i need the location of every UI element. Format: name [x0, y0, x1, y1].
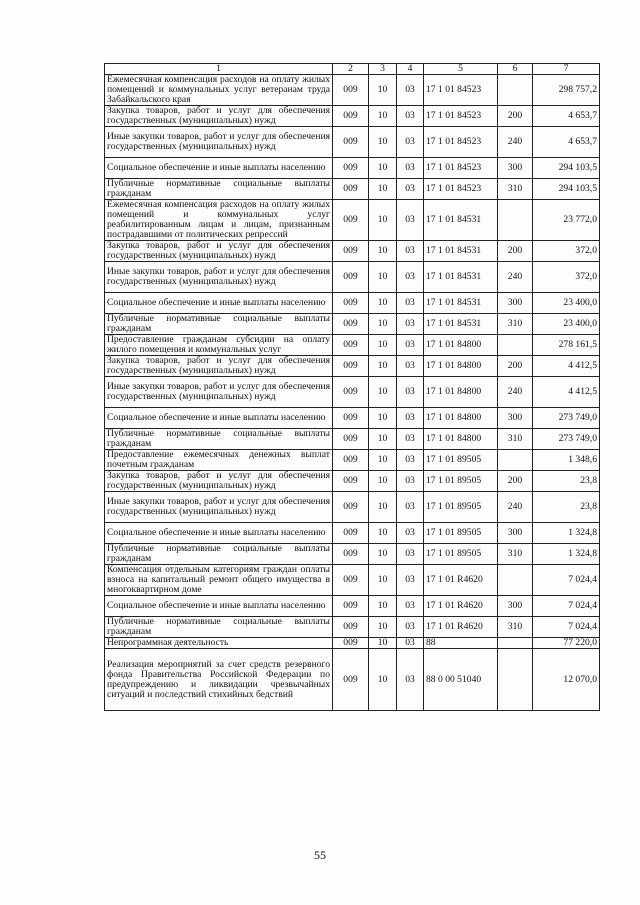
row-ministry-cell: 009: [333, 262, 369, 293]
table-row: [105, 356, 600, 377]
table-row: [105, 241, 600, 262]
row-section-cell: 10: [369, 356, 397, 377]
row-ministry-cell: 009: [333, 335, 369, 356]
row-amount-cell: 294 103,5: [533, 158, 600, 179]
row-name-cell: Закупка товаров, работ и услуг для обеспечения государственных (муниципальных) нужд: [105, 106, 333, 127]
row-expense-type-cell: 310: [498, 179, 533, 200]
table-body: [105, 75, 600, 711]
column-header-6: 6: [498, 64, 533, 75]
row-expense-type-cell: 240: [498, 262, 533, 293]
row-target-code-cell: 17 1 01 84523: [424, 158, 498, 179]
row-subsection-cell: 03: [397, 450, 424, 471]
table-row: [105, 179, 600, 200]
table-row: [105, 106, 600, 127]
row-amount-cell: 23 400,0: [533, 293, 600, 314]
row-name-cell: Публичные нормативные социальные выплаты гражданам: [105, 179, 333, 200]
table-row: [105, 471, 600, 492]
row-subsection-cell: 03: [397, 106, 424, 127]
row-name-cell: Закупка товаров, работ и услуг для обеспечения государственных (муниципальных) нужд: [105, 471, 333, 492]
row-target-code-cell: 17 1 01 84523: [424, 179, 498, 200]
row-amount-cell: 4 412,5: [533, 377, 600, 408]
row-subsection-cell: 03: [397, 314, 424, 335]
row-ministry-cell: 009: [333, 314, 369, 335]
row-section-cell: 10: [369, 429, 397, 450]
table-row: [105, 450, 600, 471]
row-expense-type-cell: [498, 450, 533, 471]
row-amount-cell: 7 024,4: [533, 617, 600, 638]
row-ministry-cell: 009: [333, 293, 369, 314]
row-section-cell: 10: [369, 450, 397, 471]
row-target-code-cell: 17 1 01 84800: [424, 429, 498, 450]
row-amount-cell: 4 412,5: [533, 356, 600, 377]
row-section-cell: 10: [369, 649, 397, 711]
table-row: [105, 127, 600, 158]
table-row: [105, 544, 600, 565]
row-amount-cell: 372,0: [533, 241, 600, 262]
row-ministry-cell: 009: [333, 179, 369, 200]
row-ministry-cell: 009: [333, 471, 369, 492]
row-amount-cell: 23 772,0: [533, 200, 600, 241]
table-row: [105, 649, 600, 711]
row-ministry-cell: 009: [333, 649, 369, 711]
row-subsection-cell: 03: [397, 241, 424, 262]
row-expense-type-cell: [498, 638, 533, 649]
row-target-code-cell: 17 1 01 89505: [424, 523, 498, 544]
row-subsection-cell: 03: [397, 335, 424, 356]
column-header-5: 5: [424, 64, 498, 75]
row-section-cell: 10: [369, 262, 397, 293]
row-ministry-cell: 009: [333, 565, 369, 596]
table-row: [105, 314, 600, 335]
row-name-cell: Ежемесячная компенсация расходов на оплату жилых помещений и коммунальных услуг ветеранам труда Забайкальского края: [105, 75, 333, 106]
row-name-cell: Непрограммная деятельность: [105, 638, 333, 649]
row-subsection-cell: 03: [397, 596, 424, 617]
row-target-code-cell: 17 1 01 84531: [424, 262, 498, 293]
row-section-cell: 10: [369, 377, 397, 408]
row-section-cell: 10: [369, 565, 397, 596]
row-amount-cell: 23 400,0: [533, 314, 600, 335]
row-section-cell: 10: [369, 293, 397, 314]
row-expense-type-cell: 240: [498, 492, 533, 523]
row-amount-cell: 1 324,8: [533, 544, 600, 565]
row-amount-cell: 372,0: [533, 262, 600, 293]
row-amount-cell: 4 653,7: [533, 106, 600, 127]
table-row: [105, 429, 600, 450]
row-section-cell: 10: [369, 106, 397, 127]
row-section-cell: 10: [369, 638, 397, 649]
row-section-cell: 10: [369, 179, 397, 200]
row-name-cell: Иные закупки товаров, работ и услуг для обеспечения государственных (муниципальных) нужд: [105, 492, 333, 523]
row-subsection-cell: 03: [397, 293, 424, 314]
row-ministry-cell: 009: [333, 492, 369, 523]
row-section-cell: 10: [369, 127, 397, 158]
row-amount-cell: 7 024,4: [533, 565, 600, 596]
row-target-code-cell: 17 1 01 84800: [424, 335, 498, 356]
row-ministry-cell: 009: [333, 450, 369, 471]
row-target-code-cell: 17 1 01 84523: [424, 127, 498, 158]
row-name-cell: Публичные нормативные социальные выплаты гражданам: [105, 617, 333, 638]
table-row: [105, 565, 600, 596]
row-target-code-cell: 17 1 01 84800: [424, 377, 498, 408]
row-section-cell: 10: [369, 471, 397, 492]
row-section-cell: 10: [369, 241, 397, 262]
row-ministry-cell: 009: [333, 377, 369, 408]
row-amount-cell: 23,8: [533, 492, 600, 523]
row-amount-cell: 1 324,8: [533, 523, 600, 544]
row-expense-type-cell: [498, 335, 533, 356]
row-amount-cell: 278 161,5: [533, 335, 600, 356]
row-target-code-cell: 17 1 01 89505: [424, 450, 498, 471]
row-section-cell: 10: [369, 492, 397, 523]
row-expense-type-cell: [498, 200, 533, 241]
row-expense-type-cell: 240: [498, 127, 533, 158]
row-subsection-cell: 03: [397, 200, 424, 241]
row-expense-type-cell: 240: [498, 377, 533, 408]
row-subsection-cell: 03: [397, 638, 424, 649]
row-ministry-cell: 009: [333, 106, 369, 127]
table-row: [105, 596, 600, 617]
row-subsection-cell: 03: [397, 523, 424, 544]
row-ministry-cell: 009: [333, 127, 369, 158]
row-expense-type-cell: [498, 565, 533, 596]
row-expense-type-cell: 200: [498, 106, 533, 127]
row-amount-cell: 273 749,0: [533, 429, 600, 450]
row-target-code-cell: 17 1 01 84531: [424, 314, 498, 335]
row-subsection-cell: 03: [397, 377, 424, 408]
row-target-code-cell: 17 1 01 R4620: [424, 617, 498, 638]
table-row: [105, 638, 600, 649]
row-name-cell: Реализация мероприятий за счет средств резервного фонда Правительства Российской Федерации по предупреждению и ликвидации чрезвычайных ситуаций и последствий стихийных бедствий: [105, 649, 333, 711]
row-amount-cell: 4 653,7: [533, 127, 600, 158]
row-expense-type-cell: 200: [498, 356, 533, 377]
row-target-code-cell: 88 0 00 51040: [424, 649, 498, 711]
row-subsection-cell: 03: [397, 492, 424, 523]
row-ministry-cell: 009: [333, 617, 369, 638]
row-target-code-cell: 17 1 01 84800: [424, 408, 498, 429]
row-ministry-cell: 009: [333, 356, 369, 377]
row-section-cell: 10: [369, 314, 397, 335]
row-target-code-cell: 17 1 01 84531: [424, 293, 498, 314]
row-expense-type-cell: 200: [498, 241, 533, 262]
row-ministry-cell: 009: [333, 241, 369, 262]
table-row: [105, 200, 600, 241]
row-ministry-cell: 009: [333, 596, 369, 617]
row-target-code-cell: 17 1 01 89505: [424, 492, 498, 523]
row-ministry-cell: 009: [333, 408, 369, 429]
table-row: [105, 335, 600, 356]
row-name-cell: Публичные нормативные социальные выплаты гражданам: [105, 429, 333, 450]
row-subsection-cell: 03: [397, 75, 424, 106]
row-section-cell: 10: [369, 335, 397, 356]
row-target-code-cell: 17 1 01 84523: [424, 106, 498, 127]
row-ministry-cell: 009: [333, 158, 369, 179]
row-amount-cell: 294 103,5: [533, 179, 600, 200]
row-subsection-cell: 03: [397, 127, 424, 158]
row-expense-type-cell: [498, 75, 533, 106]
row-expense-type-cell: 200: [498, 471, 533, 492]
row-amount-cell: 7 024,4: [533, 596, 600, 617]
row-target-code-cell: 17 1 01 84531: [424, 200, 498, 241]
row-subsection-cell: 03: [397, 649, 424, 711]
row-target-code-cell: 17 1 01 R4620: [424, 596, 498, 617]
row-expense-type-cell: 300: [498, 596, 533, 617]
page-number: 55: [314, 848, 326, 862]
row-name-cell: Ежемесячная компенсация расходов на оплату жилых помещений и коммунальных услуг реабилитированным лицам и лицам, признанным пострадавшими от политических репрессий: [105, 200, 333, 241]
row-expense-type-cell: 310: [498, 314, 533, 335]
header-row: [105, 64, 600, 75]
row-section-cell: 10: [369, 408, 397, 429]
row-ministry-cell: 009: [333, 544, 369, 565]
row-section-cell: 10: [369, 596, 397, 617]
row-name-cell: Компенсация отдельным категориям граждан оплаты взноса на капитальный ремонт общего имущества в многоквартирном доме: [105, 565, 333, 596]
row-section-cell: 10: [369, 617, 397, 638]
row-target-code-cell: 17 1 01 84531: [424, 241, 498, 262]
row-section-cell: 10: [369, 75, 397, 106]
row-section-cell: 10: [369, 523, 397, 544]
row-target-code-cell: 88: [424, 638, 498, 649]
row-name-cell: Предоставление гражданам субсидии на оплату жилого помещения и коммунальных услуг: [105, 335, 333, 356]
row-ministry-cell: 009: [333, 75, 369, 106]
row-subsection-cell: 03: [397, 356, 424, 377]
row-name-cell: Публичные нормативные социальные выплаты гражданам: [105, 544, 333, 565]
row-expense-type-cell: 310: [498, 429, 533, 450]
row-name-cell: Социальное обеспечение и иные выплаты населению: [105, 293, 333, 314]
row-amount-cell: 23,8: [533, 471, 600, 492]
row-target-code-cell: 17 1 01 84523: [424, 75, 498, 106]
row-subsection-cell: 03: [397, 179, 424, 200]
table-row: [105, 158, 600, 179]
table-row: [105, 492, 600, 523]
row-subsection-cell: 03: [397, 408, 424, 429]
column-header-2: 2: [333, 64, 369, 75]
row-expense-type-cell: 300: [498, 523, 533, 544]
row-name-cell: Иные закупки товаров, работ и услуг для обеспечения государственных (муниципальных) нужд: [105, 127, 333, 158]
budget-table: [104, 63, 600, 711]
row-section-cell: 10: [369, 544, 397, 565]
row-expense-type-cell: 310: [498, 617, 533, 638]
row-ministry-cell: 009: [333, 429, 369, 450]
row-name-cell: Публичные нормативные социальные выплаты гражданам: [105, 314, 333, 335]
row-expense-type-cell: 300: [498, 293, 533, 314]
table-row: [105, 523, 600, 544]
row-name-cell: Иные закупки товаров, работ и услуг для обеспечения государственных (муниципальных) нужд: [105, 377, 333, 408]
column-header-3: 3: [369, 64, 397, 75]
column-header-4: 4: [397, 64, 424, 75]
row-ministry-cell: 009: [333, 523, 369, 544]
row-amount-cell: 298 757,2: [533, 75, 600, 106]
row-expense-type-cell: 300: [498, 408, 533, 429]
row-subsection-cell: 03: [397, 565, 424, 596]
row-amount-cell: 12 070,0: [533, 649, 600, 711]
row-amount-cell: 77 220,0: [533, 638, 600, 649]
row-name-cell: Социальное обеспечение и иные выплаты населению: [105, 158, 333, 179]
row-name-cell: Социальное обеспечение и иные выплаты населению: [105, 596, 333, 617]
column-header-7: 7: [533, 64, 600, 75]
table-row: [105, 408, 600, 429]
row-expense-type-cell: 300: [498, 158, 533, 179]
row-name-cell: Закупка товаров, работ и услуг для обеспечения государственных (муниципальных) нужд: [105, 241, 333, 262]
table-row: [105, 75, 600, 106]
row-name-cell: Социальное обеспечение и иные выплаты населению: [105, 523, 333, 544]
row-expense-type-cell: [498, 649, 533, 711]
row-target-code-cell: 17 1 01 84800: [424, 356, 498, 377]
row-subsection-cell: 03: [397, 158, 424, 179]
row-section-cell: 10: [369, 200, 397, 241]
row-subsection-cell: 03: [397, 617, 424, 638]
column-header-1: 1: [105, 64, 333, 75]
row-name-cell: Предоставление ежемесячных денежных выплат почетным гражданам: [105, 450, 333, 471]
row-expense-type-cell: 310: [498, 544, 533, 565]
row-amount-cell: 1 348,6: [533, 450, 600, 471]
row-target-code-cell: 17 1 01 R4620: [424, 565, 498, 596]
row-ministry-cell: 009: [333, 638, 369, 649]
table-row: [105, 377, 600, 408]
row-subsection-cell: 03: [397, 262, 424, 293]
row-target-code-cell: 17 1 01 89505: [424, 544, 498, 565]
row-subsection-cell: 03: [397, 471, 424, 492]
row-section-cell: 10: [369, 158, 397, 179]
table-row: [105, 262, 600, 293]
row-subsection-cell: 03: [397, 429, 424, 450]
table-row: [105, 617, 600, 638]
row-amount-cell: 273 749,0: [533, 408, 600, 429]
row-target-code-cell: 17 1 01 89505: [424, 471, 498, 492]
row-name-cell: Иные закупки товаров, работ и услуг для обеспечения государственных (муниципальных) нужд: [105, 262, 333, 293]
row-subsection-cell: 03: [397, 544, 424, 565]
table-row: [105, 293, 600, 314]
row-ministry-cell: 009: [333, 200, 369, 241]
row-name-cell: Социальное обеспечение и иные выплаты населению: [105, 408, 333, 429]
row-name-cell: Закупка товаров, работ и услуг для обеспечения государственных (муниципальных) нужд: [105, 356, 333, 377]
